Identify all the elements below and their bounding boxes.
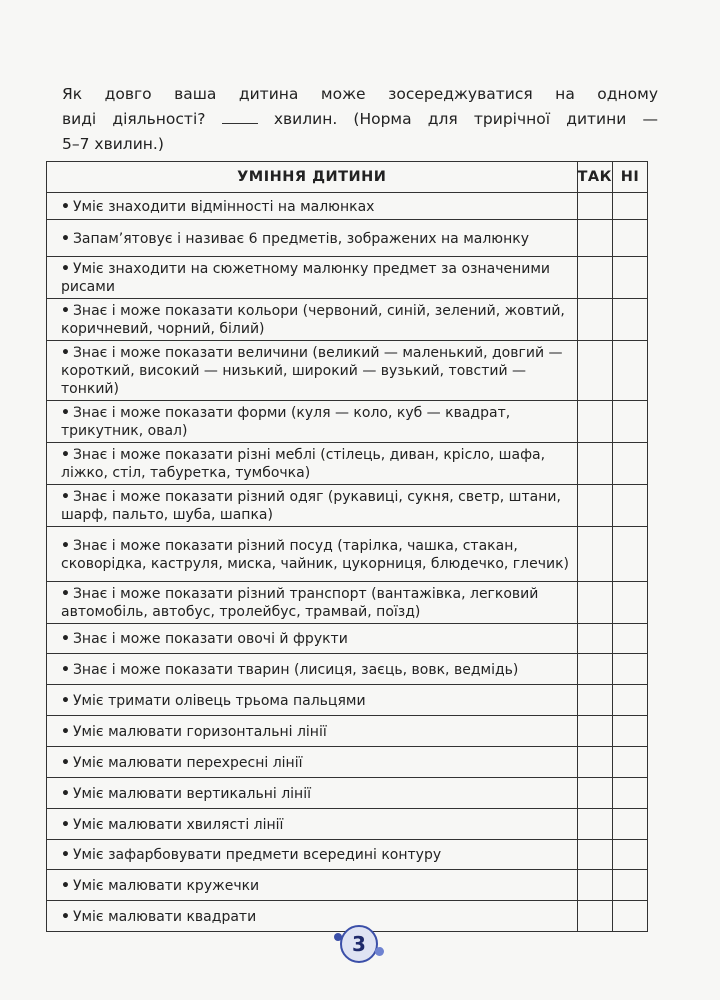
no-checkbox-cell[interactable]: [613, 624, 648, 654]
table-row: [47, 582, 648, 624]
skill-text: Уміє знаходити відмінності на малюнках: [72, 198, 375, 215]
table-row: [47, 299, 648, 341]
yes-checkbox-cell[interactable]: [577, 624, 612, 654]
bullet-icon: •: [61, 447, 70, 463]
skill-cell: [47, 582, 578, 624]
skill-text: Уміє малювати перехресні лінії: [72, 754, 303, 771]
skill-text: Знає і може показати тварин (лисиця, заєць, вовк, ведмідь): [72, 661, 519, 678]
no-checkbox-cell[interactable]: [613, 299, 648, 341]
table-row: [47, 654, 648, 685]
no-checkbox-cell[interactable]: [613, 840, 648, 870]
bullet-icon: •: [61, 230, 70, 247]
yes-checkbox-cell[interactable]: [577, 747, 612, 778]
skill-text: Уміє малювати хвилясті лінії: [72, 816, 284, 833]
yes-checkbox-cell[interactable]: [577, 257, 612, 299]
skill-cell: [47, 870, 578, 901]
skill-cell: [47, 716, 578, 747]
yes-checkbox-cell[interactable]: [577, 582, 612, 624]
page-number-badge: [336, 925, 380, 965]
no-checkbox-cell[interactable]: [613, 778, 648, 809]
no-checkbox-cell[interactable]: [613, 809, 648, 840]
yes-checkbox-cell[interactable]: [577, 401, 612, 443]
table-row: [47, 716, 648, 747]
skill-cell: [47, 193, 578, 220]
yes-checkbox-cell[interactable]: [577, 685, 612, 716]
skill-cell: [47, 747, 578, 778]
table-row: [47, 747, 648, 778]
no-checkbox-cell[interactable]: [613, 747, 648, 778]
skill-text: Знає і може показати різний транспорт (вантажівка, легковий автомобіль, автобус, тролейбус, трамвай, поїзд): [61, 586, 539, 620]
header-no: НІ: [613, 162, 648, 193]
skill-text: Знає і може показати різний одяг (рукавиці, сукня, светр, штани, шарф, пальто, шуба, шапка): [61, 489, 561, 523]
table-row: [47, 485, 648, 527]
no-checkbox-cell[interactable]: [613, 527, 648, 582]
yes-checkbox-cell[interactable]: [577, 220, 612, 257]
skill-cell: [47, 901, 578, 932]
table-row: [47, 341, 648, 401]
intro-line-2-start: виді діяльності?: [62, 110, 206, 128]
skill-cell: [47, 840, 578, 870]
skill-text: Уміє малювати вертикальні лінії: [72, 785, 311, 802]
bullet-icon: •: [61, 661, 70, 678]
yes-checkbox-cell[interactable]: [577, 527, 612, 582]
yes-checkbox-cell[interactable]: [577, 193, 612, 220]
no-checkbox-cell[interactable]: [613, 220, 648, 257]
skills-checklist-table: [46, 161, 648, 932]
skill-cell: [47, 809, 578, 840]
skill-cell: [47, 220, 578, 257]
table-row: [47, 624, 648, 654]
skill-cell: [47, 485, 578, 527]
skill-cell: [47, 299, 578, 341]
decor-dot: [375, 947, 384, 956]
table-row: [47, 870, 648, 901]
table-row: [47, 809, 648, 840]
skill-cell: [47, 443, 578, 485]
bullet-icon: •: [61, 847, 70, 863]
bullet-icon: •: [61, 692, 70, 709]
bullet-icon: •: [61, 405, 70, 421]
no-checkbox-cell[interactable]: [613, 654, 648, 685]
table-row: [47, 685, 648, 716]
bullet-icon: •: [61, 489, 70, 505]
table-row: [47, 193, 648, 220]
skill-cell: [47, 401, 578, 443]
bullet-icon: •: [61, 785, 70, 802]
header-skill: УМІННЯ ДИТИНИ: [47, 162, 578, 193]
skill-text: Уміє малювати квадрати: [72, 908, 257, 925]
no-checkbox-cell[interactable]: [613, 257, 648, 299]
no-checkbox-cell[interactable]: [613, 341, 648, 401]
bullet-icon: •: [61, 908, 70, 925]
intro-question: [62, 82, 658, 157]
table-row: [47, 257, 648, 299]
yes-checkbox-cell[interactable]: [577, 485, 612, 527]
table-row: [47, 778, 648, 809]
yes-checkbox-cell[interactable]: [577, 341, 612, 401]
no-checkbox-cell[interactable]: [613, 901, 648, 932]
skills-rows: [47, 193, 648, 932]
yes-checkbox-cell[interactable]: [577, 901, 612, 932]
bullet-icon: •: [61, 586, 70, 602]
skill-cell: [47, 341, 578, 401]
yes-checkbox-cell[interactable]: [577, 809, 612, 840]
skill-text: Уміє малювати горизонтальні лінії: [72, 723, 327, 740]
no-checkbox-cell[interactable]: [613, 443, 648, 485]
skill-text: Уміє зафарбовувати предмети всередині контуру: [72, 847, 442, 863]
bullet-icon: •: [61, 631, 70, 647]
skill-cell: [47, 257, 578, 299]
no-checkbox-cell[interactable]: [613, 716, 648, 747]
table-header-row: [47, 162, 648, 193]
table-row: [47, 443, 648, 485]
page-number: 3: [340, 925, 378, 963]
skill-text: Знає і може показати овочі й фрукти: [72, 631, 348, 647]
no-checkbox-cell[interactable]: [613, 685, 648, 716]
bullet-icon: •: [61, 261, 70, 277]
yes-checkbox-cell[interactable]: [577, 870, 612, 901]
skill-text: Знає і може показати форми (куля — коло, куб — квадрат, трикутник, овал): [61, 405, 511, 439]
table-row: [47, 527, 648, 582]
skill-text: Уміє знаходити на сюжетному малюнку предмет за означеними рисами: [61, 261, 550, 295]
bullet-icon: •: [61, 198, 70, 215]
bullet-icon: •: [61, 537, 70, 554]
skill-cell: [47, 654, 578, 685]
yes-checkbox-cell[interactable]: [577, 443, 612, 485]
skill-text: Уміє малювати кружечки: [72, 877, 260, 894]
bullet-icon: •: [61, 877, 70, 894]
yes-checkbox-cell[interactable]: [577, 716, 612, 747]
skill-text: Знає і може показати кольори (червоний, синій, зелений, жовтий, коричневий, чорний, білий): [61, 303, 565, 337]
header-yes: ТАК: [577, 162, 612, 193]
skill-text: Знає і може показати різні меблі (стілець, диван, крісло, шафа, ліжко, стіл, табуретка, тумбочка): [61, 447, 546, 481]
skill-cell: [47, 527, 578, 582]
skill-cell: [47, 624, 578, 654]
bullet-icon: •: [61, 723, 70, 740]
skill-text: Уміє тримати олівець трьома пальцями: [72, 692, 366, 709]
bullet-icon: •: [61, 816, 70, 833]
no-checkbox-cell[interactable]: [613, 582, 648, 624]
intro-line-1: Як довго ваша дитина може зосереджуватися на одному: [62, 85, 658, 103]
skill-text: Знає і може показати різний посуд (тарілка, чашка, стакан, сковорідка, каструля, миска, чайник, цукорниця, блюдечко, глечик): [61, 537, 569, 572]
table-row: [47, 401, 648, 443]
no-checkbox-cell[interactable]: [613, 870, 648, 901]
intro-line-2-end: хвилин. (Норма для трирічної дитини —: [273, 110, 658, 128]
intro-line-3: 5–7 хвилин.): [62, 135, 164, 153]
yes-checkbox-cell[interactable]: [577, 654, 612, 685]
skill-cell: [47, 685, 578, 716]
skill-text: Знає і може показати величини (великий — маленький, довгий — короткий, високий — низький, широкий — вузький, товстий — тонкий): [61, 345, 563, 397]
bullet-icon: •: [61, 345, 70, 361]
yes-checkbox-cell[interactable]: [577, 840, 612, 870]
yes-checkbox-cell[interactable]: [577, 299, 612, 341]
bullet-icon: •: [61, 303, 70, 319]
skill-text: Запам’ятовує і називає 6 предметів, зображених на малюнку: [72, 230, 529, 247]
skill-cell: [47, 778, 578, 809]
bullet-icon: •: [61, 754, 70, 771]
intro-line-2: [62, 107, 658, 132]
minutes-blank-field[interactable]: [222, 109, 258, 124]
no-checkbox-cell[interactable]: [613, 193, 648, 220]
table-row: [47, 840, 648, 870]
no-checkbox-cell[interactable]: [613, 485, 648, 527]
yes-checkbox-cell[interactable]: [577, 778, 612, 809]
no-checkbox-cell[interactable]: [613, 401, 648, 443]
table-row: [47, 220, 648, 257]
